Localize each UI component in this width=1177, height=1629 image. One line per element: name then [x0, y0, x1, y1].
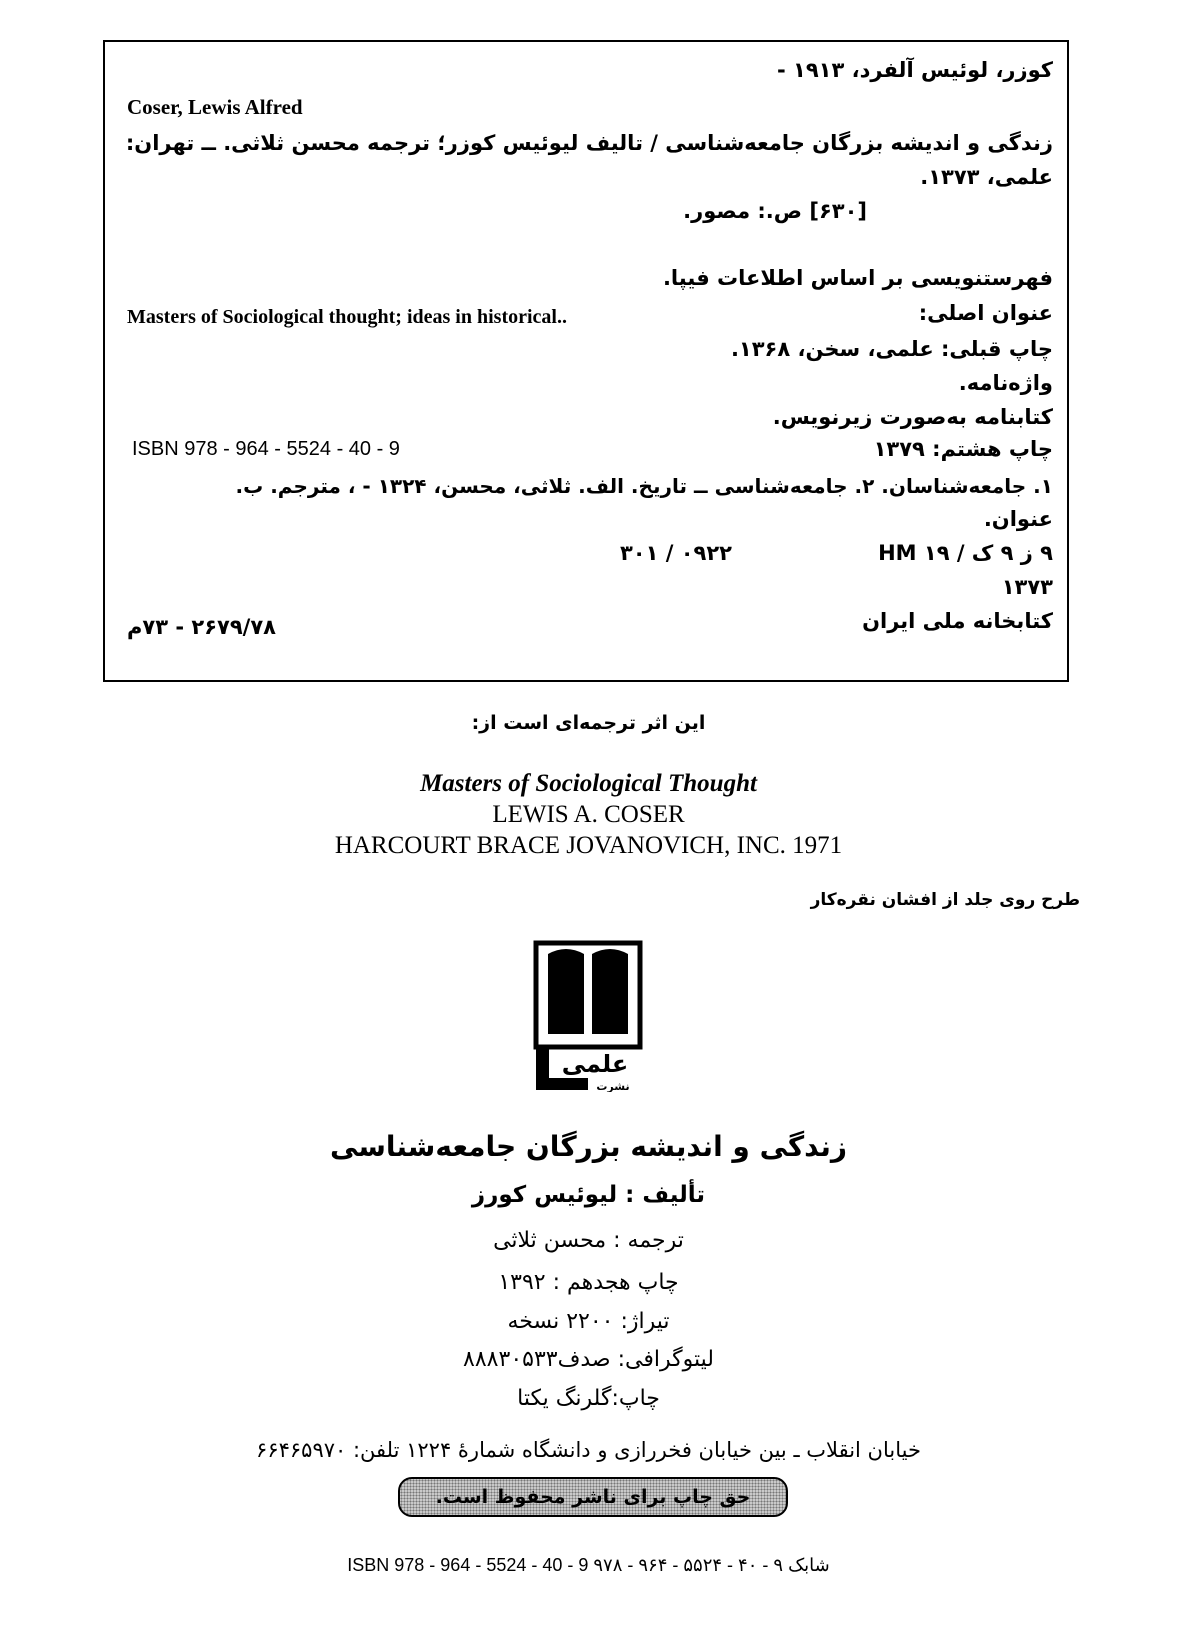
logo-word: علمی [561, 1050, 629, 1078]
card-author-en: Coser, Lewis Alfred [127, 95, 303, 119]
card-fipa-note: فهرستنویسی بر اساس اطلاعات فیپا. [662, 266, 1053, 290]
card-original-title-value: Masters of Sociological thought; ideas in historical.. [127, 306, 567, 328]
card-subjects: ۱. جامعه‌شناسان. ۲. جامعه‌شناسی ــ تاریخ. الف. ثلاثی، محسن، ۱۳۲۴ - ، مترجم. ب. [235, 474, 1053, 498]
card-title-line2: علمی، ۱۳۷۳. [920, 165, 1053, 189]
book-edition: چاپ هجدهم : ۱۳۹۲ [498, 1270, 679, 1295]
cover-design-credit: طرح روی جلد از افشان نقره‌کار [810, 890, 1080, 910]
card-bibliography: کتابنامه به‌صورت زیرنویس. [772, 405, 1053, 429]
translation-source-label: این اثر ترجمه‌ای است از: [471, 712, 706, 734]
card-library-number: ۲۶۷۹/۷۸ - ۷۳م [127, 615, 276, 639]
card-eighth-edition: چاپ هشتم: ۱۳۷۹ [873, 437, 1053, 461]
copyright-text: حق چاپ برای ناشر محفوظ است. [435, 1486, 751, 1508]
card-call-number: ۹ ز ۹ ک / HM ۱۹ [878, 541, 1053, 565]
card-library: کتابخانه ملی ایران [862, 609, 1053, 633]
card-title-line1: زندگی و اندیشه بزرگان جامعه‌شناسی / تالیف لیوئیس کوزر؛ ترجمه محسن ثلاثی. ــ تهران: [125, 131, 1053, 155]
original-publisher: HARCOURT BRACE JOVANOVICH, INC. 1971 [334, 832, 843, 859]
publisher-logo [533, 940, 643, 1092]
footer-isbn: ISBN 978 - 964 - 5524 - 40 - 9 ۹۷۸ - ۹۶۴ - ۵۵۲۴ - ۴۰ - ۹ شابک [347, 1555, 830, 1575]
book-author: تألیف : لیوئیس کورز [471, 1182, 706, 1208]
card-subjects-cont: عنوان. [983, 507, 1053, 531]
copyright-badge [398, 1477, 788, 1517]
logo-sub: نشرت [596, 1080, 630, 1092]
book-print-run: تیراژ: ۲۲۰۰ نسخه [507, 1309, 670, 1334]
card-glossary: واژه‌نامه. [958, 371, 1053, 395]
book-lithography: لیتوگرافی: صدف۸۸۸۳۰۵۳۳ [463, 1347, 714, 1372]
book-printer: چاپ:گلرنگ یکتا [517, 1386, 660, 1411]
card-pages: [۶۳۰] ص.: مصور. [683, 199, 867, 223]
card-previous-edition: چاپ قبلی: علمی، سخن، ۱۳۶۸. [730, 337, 1053, 361]
original-author: LEWIS A. COSER [492, 801, 685, 828]
card-original-title-label: عنوان اصلی: [918, 301, 1053, 325]
card-author-fa: کوزر، لوئیس آلفرد، ۱۹۱۳ - [777, 58, 1053, 82]
publisher-address: خیابان انقلاب ـ بین خیابان فخررازی و دانشگاه شمارهٔ ۱۲۲۴ تلفن: ۶۶۴۶۵۹۷۰ [256, 1438, 921, 1462]
book-translator: ترجمه : محسن ثلاثی [493, 1228, 684, 1253]
card-isbn: ISBN 978 - 964 - 5524 - 40 - 9 [132, 438, 400, 460]
card-call-year: ۱۳۷۳ [1001, 575, 1053, 599]
catalog-card [103, 40, 1069, 682]
open-book-logo-icon [533, 940, 643, 1092]
original-title: Masters of Sociological Thought [420, 770, 757, 797]
book-title: زندگی و اندیشه بزرگان جامعه‌شناسی [330, 1130, 847, 1163]
card-dewey: ۳۰۱ / ۰۹۲۲ [619, 541, 732, 565]
